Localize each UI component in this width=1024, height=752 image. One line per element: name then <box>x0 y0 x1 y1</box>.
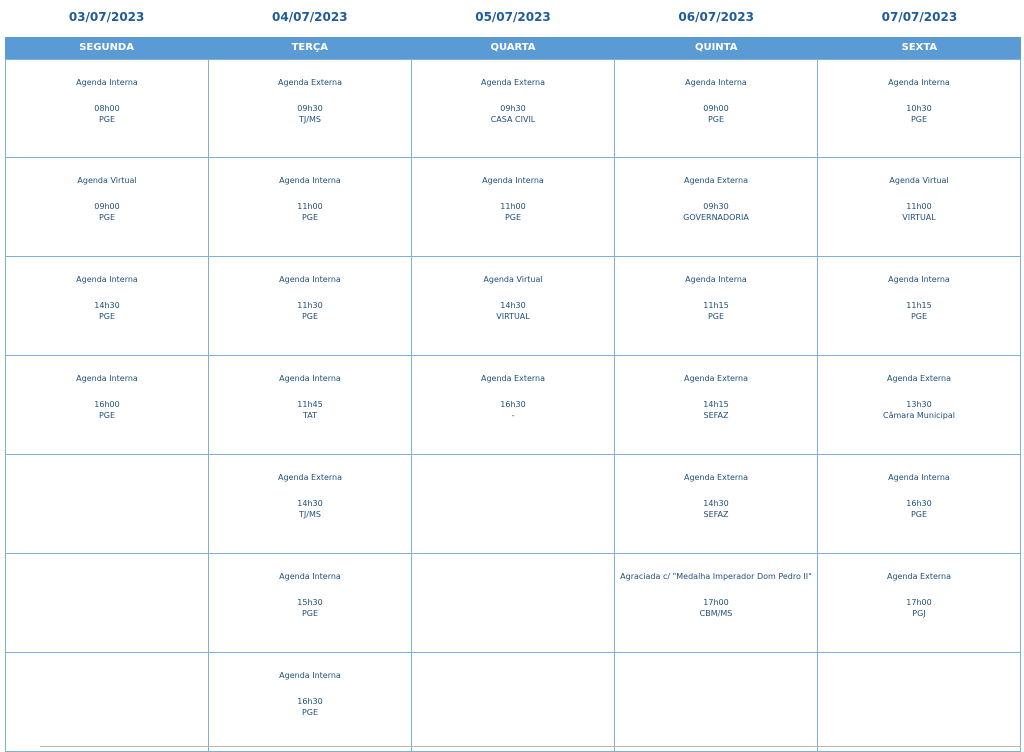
divider <box>40 746 1021 747</box>
agenda-cell <box>615 158 818 256</box>
weekday-label: QUINTA <box>694 42 738 53</box>
agenda-time: 11h45 <box>297 400 323 409</box>
agenda-cell <box>209 356 412 454</box>
agenda-place: TAT <box>302 411 317 420</box>
agenda-place: TJ/MS <box>299 115 321 124</box>
agenda-time: 11h00 <box>500 202 526 211</box>
agenda-cell <box>818 455 1021 553</box>
weekday-label: SEXTA <box>901 42 938 53</box>
agenda-row <box>5 356 1021 455</box>
agenda-cell <box>5 60 209 157</box>
agenda-row <box>5 158 1021 257</box>
agenda-cell <box>818 257 1021 355</box>
agenda-type: Agenda Interna <box>279 671 341 680</box>
agenda-cell <box>412 60 615 157</box>
agenda-cell <box>5 257 209 355</box>
agenda-time: 13h30 <box>906 400 932 409</box>
agenda-place: PGE <box>301 312 319 321</box>
agenda-time: 14h30 <box>94 301 120 310</box>
agenda-place: PGE <box>98 312 116 321</box>
agenda-place: CBM/MS <box>699 609 733 618</box>
agenda-place: CASA CIVIL <box>490 115 536 124</box>
agenda-place: PGJ <box>912 609 926 618</box>
agenda-place: PGE <box>910 510 928 519</box>
agenda-place: PGE <box>504 213 522 222</box>
agenda-grid <box>5 59 1021 752</box>
agenda-cell <box>412 257 615 355</box>
agenda-type: Agenda Interna <box>685 78 747 87</box>
agenda-place: VIRTUAL <box>496 312 530 321</box>
agenda-cell <box>818 158 1021 256</box>
weekday-header <box>5 37 1021 59</box>
agenda-type: Agenda Externa <box>886 572 952 581</box>
agenda-place: SEFAZ <box>703 411 729 420</box>
agenda-row <box>5 653 1021 752</box>
agenda-time: 17h00 <box>703 598 729 607</box>
weekday-label: QUARTA <box>490 42 536 53</box>
agenda-place: PGE <box>301 213 319 222</box>
agenda-cell <box>615 554 818 652</box>
agenda-place: PGE <box>707 312 725 321</box>
agenda-place: PGE <box>707 115 725 124</box>
date-label: 03/07/2023 <box>68 10 145 24</box>
agenda-cell <box>615 257 818 355</box>
agenda-type: Agenda Interna <box>279 572 341 581</box>
agenda-cell <box>209 554 412 652</box>
agenda-type: Agenda Interna <box>76 275 138 284</box>
agenda-time: 11h00 <box>297 202 323 211</box>
agenda-time: 09h00 <box>703 104 729 113</box>
agenda-time: 11h15 <box>906 301 932 310</box>
agenda-time: 16h30 <box>297 697 323 706</box>
agenda-time: 16h30 <box>906 499 932 508</box>
agenda-type: Agenda Interna <box>279 374 341 383</box>
agenda-cell <box>615 356 818 454</box>
agenda-cell <box>412 356 615 454</box>
dates-row <box>5 0 1021 36</box>
agenda-place: - <box>511 411 515 420</box>
agenda-cell <box>209 60 412 157</box>
agenda-cell <box>615 455 818 553</box>
agenda-type: Agenda Interna <box>888 78 950 87</box>
agenda-place: PGE <box>98 411 116 420</box>
agenda-place: TJ/MS <box>299 510 321 519</box>
agenda-place: PGE <box>301 609 319 618</box>
agenda-type: Agenda Interna <box>888 473 950 482</box>
agenda-time: 14h30 <box>703 499 729 508</box>
agenda-cell <box>209 455 412 553</box>
agenda-cell <box>615 60 818 157</box>
agenda-type: Agenda Externa <box>683 176 749 185</box>
date-label: 05/07/2023 <box>475 10 551 24</box>
agenda-place: PGE <box>98 115 116 124</box>
agenda-time: 09h30 <box>297 104 323 113</box>
agenda-place: PGE <box>910 115 928 124</box>
agenda-cell <box>818 356 1021 454</box>
agenda-time: 14h15 <box>703 400 729 409</box>
agenda-cell <box>412 653 615 751</box>
agenda-cell <box>818 554 1021 652</box>
date-label: 06/07/2023 <box>678 10 754 24</box>
agenda-type: Agenda Externa <box>683 374 749 383</box>
date-label: 07/07/2023 <box>881 10 958 24</box>
agenda-time: 11h15 <box>703 301 729 310</box>
agenda-type: Agenda Interna <box>888 275 950 284</box>
agenda-type: Agenda Virtual <box>77 176 137 185</box>
agenda-cell <box>5 554 209 652</box>
agenda-place: SEFAZ <box>703 510 729 519</box>
weekday-label: TERÇA <box>291 42 329 53</box>
agenda-type: Agenda Externa <box>277 473 343 482</box>
agenda-type: Agenda Virtual <box>483 275 543 284</box>
agenda-cell <box>209 158 412 256</box>
agenda-time: 14h30 <box>500 301 526 310</box>
agenda-cell <box>209 653 412 751</box>
agenda-cell <box>5 356 209 454</box>
agenda-row <box>5 455 1021 554</box>
agenda-place: PGE <box>910 312 928 321</box>
agenda-cell <box>209 257 412 355</box>
agenda-row <box>5 59 1021 158</box>
agenda-time: 15h30 <box>297 598 323 607</box>
agenda-cell <box>615 653 818 751</box>
agenda-type: Agenda Externa <box>480 374 546 383</box>
agenda-row <box>5 554 1021 653</box>
agenda-place: Câmara Municipal <box>882 411 955 420</box>
agenda-type: Agraciada c/ "Medalha Imperador Dom Pedro II" <box>620 572 812 581</box>
date-label: 04/07/2023 <box>272 10 348 24</box>
agenda-place: PGE <box>301 708 319 717</box>
agenda-type: Agenda Interna <box>76 374 138 383</box>
agenda-type: Agenda Interna <box>685 275 747 284</box>
weekday-label: SEGUNDA <box>79 42 134 53</box>
agenda-cell <box>818 60 1021 157</box>
agenda-type: Agenda Externa <box>886 374 952 383</box>
agenda-type: Agenda Interna <box>279 176 341 185</box>
agenda-cell <box>412 158 615 256</box>
agenda-time: 16h00 <box>94 400 120 409</box>
agenda-time: 09h00 <box>94 202 120 211</box>
agenda-type: Agenda Externa <box>683 473 749 482</box>
agenda-time: 09h30 <box>703 202 729 211</box>
agenda-cell <box>818 653 1021 751</box>
agenda-type: Agenda Interna <box>279 275 341 284</box>
agenda-type: Agenda Virtual <box>889 176 949 185</box>
agenda-place: VIRTUAL <box>902 213 936 222</box>
agenda-type: Agenda Interna <box>482 176 544 185</box>
agenda-time: 14h30 <box>297 499 323 508</box>
agenda-time: 11h30 <box>297 301 323 310</box>
agenda-time: 17h00 <box>906 598 932 607</box>
agenda-cell <box>412 455 615 553</box>
agenda-time: 09h30 <box>500 104 526 113</box>
agenda-row <box>5 257 1021 356</box>
agenda-cell <box>412 554 615 652</box>
agenda-place: PGE <box>98 213 116 222</box>
agenda-type: Agenda Externa <box>480 78 546 87</box>
agenda-cell <box>5 653 209 751</box>
agenda-time: 10h30 <box>906 104 932 113</box>
agenda-type: Agenda Interna <box>76 78 138 87</box>
agenda-time: 16h30 <box>500 400 526 409</box>
agenda-cell <box>5 158 209 256</box>
agenda-cell <box>5 455 209 553</box>
agenda-place: GOVERNADORIA <box>683 213 749 222</box>
agenda-time: 11h00 <box>906 202 932 211</box>
agenda-time: 08h00 <box>94 104 120 113</box>
agenda-type: Agenda Externa <box>277 78 343 87</box>
